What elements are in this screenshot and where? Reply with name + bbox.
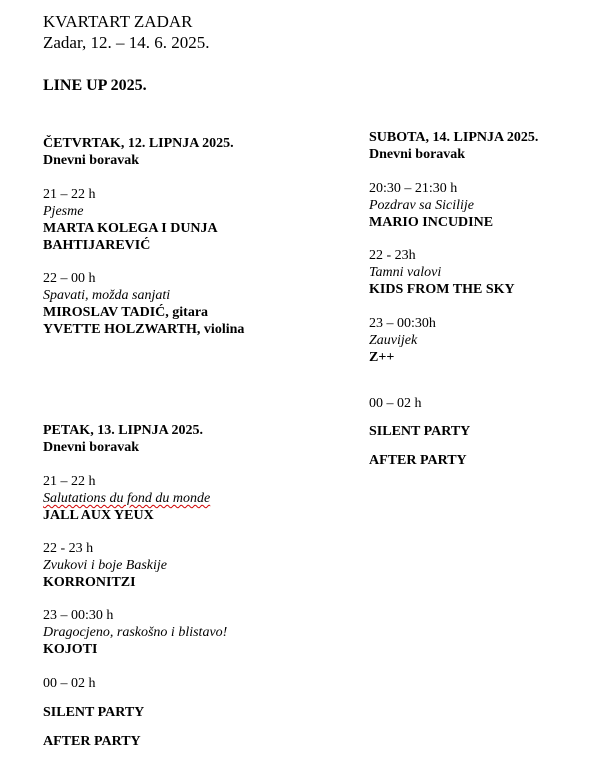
thursday-venue: Dnevni boravak: [43, 153, 140, 168]
thursday-slot-2-title: Spavati, možda sanjati: [43, 288, 171, 303]
friday-venue: Dnevni boravak: [43, 440, 140, 455]
saturday-slot-3-act: Z++: [369, 350, 395, 365]
thursday-slot-1-act-2: BAHTIJAREVIĆ: [43, 238, 151, 253]
event-dates: Zadar, 12. – 14. 6. 2025.: [43, 33, 210, 52]
thursday-slot-2-act-2: YVETTE HOLZWARTH, violina: [43, 322, 245, 337]
saturday-day-heading: SUBOTA, 14. LIPNJA 2025.: [369, 130, 539, 145]
saturday-slot-2-title: Tamni valovi: [369, 265, 442, 280]
saturday-slot-3-time: 23 – 00:30h: [369, 316, 436, 331]
saturday-slot-4-time: 00 – 02 h: [369, 396, 422, 411]
friday-after-party: AFTER PARTY: [43, 734, 141, 749]
friday-slot-2-time: 22 - 23 h: [43, 541, 94, 556]
saturday-slot-1-title: Pozdrav sa Sicilije: [369, 198, 474, 213]
friday-slot-3-title: Dragocjeno, raskošno i blistavo!: [43, 625, 228, 640]
saturday-after-party: AFTER PARTY: [369, 453, 467, 468]
saturday-slot-3-title: Zauvijek: [369, 333, 418, 348]
thursday-slot-2-act-1: MIROSLAV TADIĆ, gitara: [43, 305, 209, 320]
saturday-venue: Dnevni boravak: [369, 147, 466, 162]
thursday-day-heading: ČETVRTAK, 12. LIPNJA 2025.: [43, 136, 234, 151]
thursday-slot-1-time: 21 – 22 h: [43, 187, 96, 202]
friday-day-heading: PETAK, 13. LIPNJA 2025.: [43, 423, 203, 438]
document-title: KVARTART ZADAR: [43, 12, 193, 31]
saturday-slot-1-time: 20:30 – 21:30 h: [369, 181, 458, 196]
saturday-silent-party: SILENT PARTY: [369, 424, 471, 439]
friday-slot-3-time: 23 – 00:30 h: [43, 608, 114, 623]
friday-slot-2-title: Zvukovi i boje Baskije: [43, 558, 168, 573]
friday-slot-4-time: 00 – 02 h: [43, 676, 96, 691]
friday-slot-3-act: KOJOTI: [43, 642, 98, 657]
spellcheck-underline: Salutations du fond du monde: [43, 491, 211, 506]
thursday-slot-1-act-1: MARTA KOLEGA I DUNJA: [43, 221, 218, 236]
friday-silent-party: SILENT PARTY: [43, 705, 145, 720]
saturday-slot-2-time: 22 - 23h: [369, 248, 416, 263]
friday-slot-1-title: [43, 491, 210, 507]
friday-slot-2-act: KORRONITZI: [43, 575, 136, 590]
friday-slot-1-act: JALL AUX YEUX: [43, 508, 154, 523]
thursday-slot-1-title: Pjesme: [43, 204, 84, 219]
friday-slot-1-time: 21 – 22 h: [43, 474, 96, 489]
saturday-slot-1-act: MARIO INCUDINE: [369, 215, 494, 230]
lineup-heading: LINE UP 2025.: [43, 77, 147, 94]
saturday-slot-2-act: KIDS FROM THE SKY: [369, 282, 515, 297]
thursday-slot-2-time: 22 – 00 h: [43, 271, 96, 286]
